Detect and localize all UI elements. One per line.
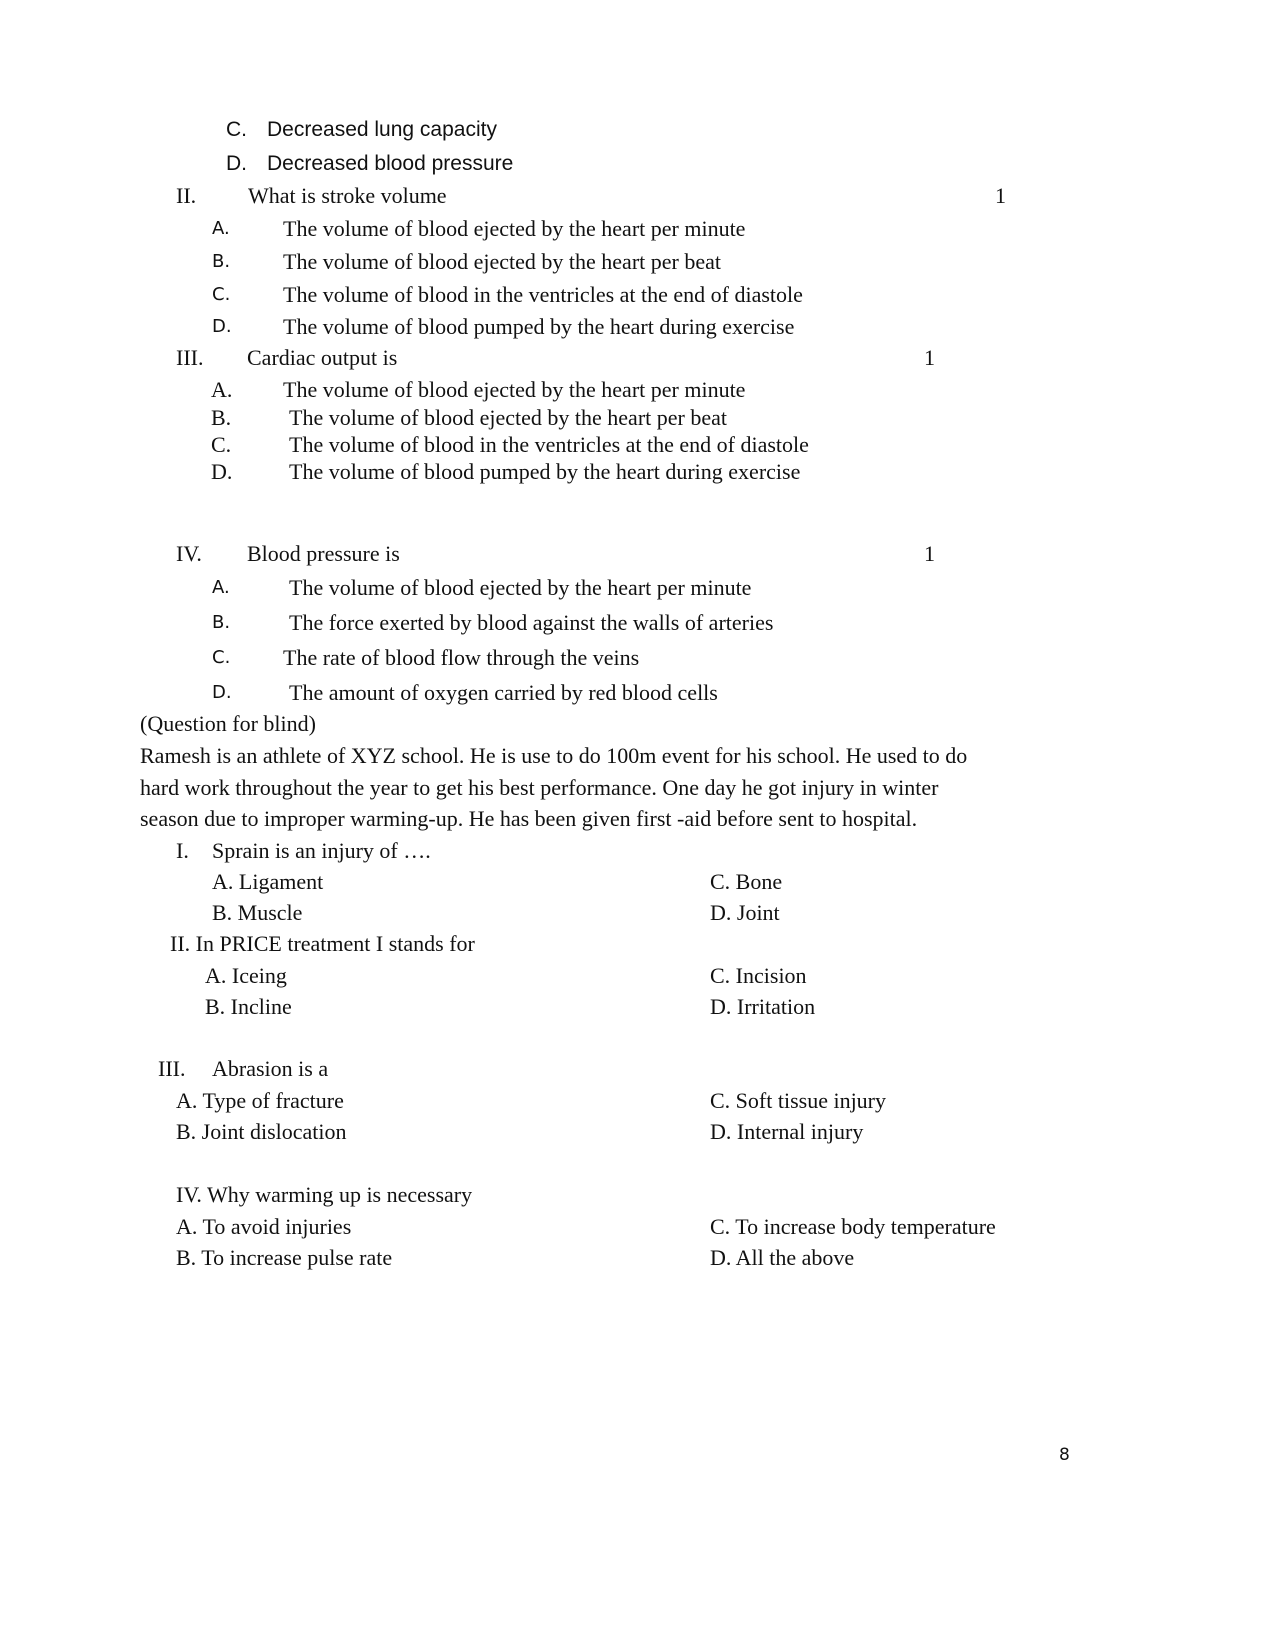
option-text: The volume of blood ejected by the heart per minute bbox=[283, 216, 746, 241]
question-text: What is stroke volume bbox=[248, 183, 447, 208]
option-label: C. bbox=[212, 284, 231, 305]
question-number: IV. bbox=[176, 541, 202, 566]
option: A. Type of fracture bbox=[176, 1088, 344, 1113]
question-text: Cardiac output is bbox=[247, 345, 398, 370]
option: D. Joint bbox=[710, 900, 780, 925]
option-text: The volume of blood pumped by the heart during exercise bbox=[283, 314, 795, 339]
option: A. To avoid injuries bbox=[176, 1214, 352, 1239]
section-heading: (Question for blind) bbox=[140, 711, 316, 736]
option: A. Iceing bbox=[205, 963, 287, 988]
option-label: B. bbox=[212, 612, 231, 633]
option-text: The rate of blood flow through the veins bbox=[283, 645, 640, 670]
option-label: D. bbox=[212, 316, 232, 337]
passage-line: hard work throughout the year to get his best performance. One day he got injury in winter bbox=[140, 775, 939, 800]
option: A. Ligament bbox=[212, 869, 324, 894]
question-marks: 1 bbox=[924, 345, 935, 370]
option: C. Incision bbox=[710, 963, 807, 988]
option-label: A. bbox=[212, 577, 230, 598]
passage-line: season due to improper warming-up. He has been given first -aid before sent to hospital. bbox=[140, 806, 918, 831]
option-label: C. bbox=[212, 647, 231, 668]
option: B. Muscle bbox=[212, 900, 303, 925]
option-text: The volume of blood ejected by the heart per beat bbox=[289, 405, 727, 430]
option-label: B. bbox=[212, 251, 231, 272]
option-label: D. bbox=[212, 682, 232, 703]
option-text: The volume of blood ejected by the heart per minute bbox=[289, 575, 752, 600]
option-label: C. bbox=[211, 432, 232, 457]
option-label: A. bbox=[212, 218, 230, 239]
option-label: A. bbox=[211, 377, 233, 402]
option-text: The volume of blood ejected by the heart per minute bbox=[283, 377, 746, 402]
option-text: Decreased blood pressure bbox=[267, 152, 514, 175]
option-text: The volume of blood ejected by the heart per beat bbox=[283, 249, 721, 274]
question-text: Sprain is an injury of …. bbox=[212, 838, 431, 863]
option: B. Incline bbox=[205, 994, 292, 1019]
option: C. Bone bbox=[710, 869, 783, 894]
question-number: II. bbox=[176, 183, 197, 208]
option-text: The volume of blood in the ventricles at the end of diastole bbox=[283, 282, 803, 307]
option: C. Soft tissue injury bbox=[710, 1088, 887, 1113]
question-text: II. In PRICE treatment I stands for bbox=[170, 931, 475, 956]
option: B. To increase pulse rate bbox=[176, 1245, 393, 1270]
option-text: The volume of blood in the ventricles at the end of diastole bbox=[289, 432, 809, 457]
question-number: III. bbox=[158, 1056, 186, 1081]
passage-line: Ramesh is an athlete of XYZ school. He is use to do 100m event for his school. He used to do bbox=[140, 743, 968, 768]
option: D. Internal injury bbox=[710, 1119, 864, 1144]
option: C. To increase body temperature bbox=[710, 1214, 996, 1239]
question-text: Blood pressure is bbox=[247, 541, 400, 566]
question-text: IV. Why warming up is necessary bbox=[176, 1182, 473, 1207]
page-number: 8 bbox=[1059, 1445, 1070, 1465]
option: B. Joint dislocation bbox=[176, 1119, 347, 1144]
option-text: The force exerted by blood against the walls of arteries bbox=[289, 610, 774, 635]
question-marks: 1 bbox=[924, 541, 935, 566]
option-text: The amount of oxygen carried by red blood cells bbox=[289, 680, 718, 705]
option-label: D. bbox=[211, 459, 233, 484]
option-label: B. bbox=[211, 405, 232, 430]
option-label: C. bbox=[226, 118, 247, 141]
question-number: I. bbox=[176, 838, 189, 863]
option-text: Decreased lung capacity bbox=[267, 118, 497, 141]
option-label: D. bbox=[226, 152, 247, 175]
question-number: III. bbox=[176, 345, 204, 370]
option: D. All the above bbox=[710, 1245, 855, 1270]
question-text: Abrasion is a bbox=[212, 1056, 329, 1081]
option: D. Irritation bbox=[710, 994, 816, 1019]
question-marks: 1 bbox=[995, 183, 1006, 208]
option-text: The volume of blood pumped by the heart during exercise bbox=[289, 459, 801, 484]
